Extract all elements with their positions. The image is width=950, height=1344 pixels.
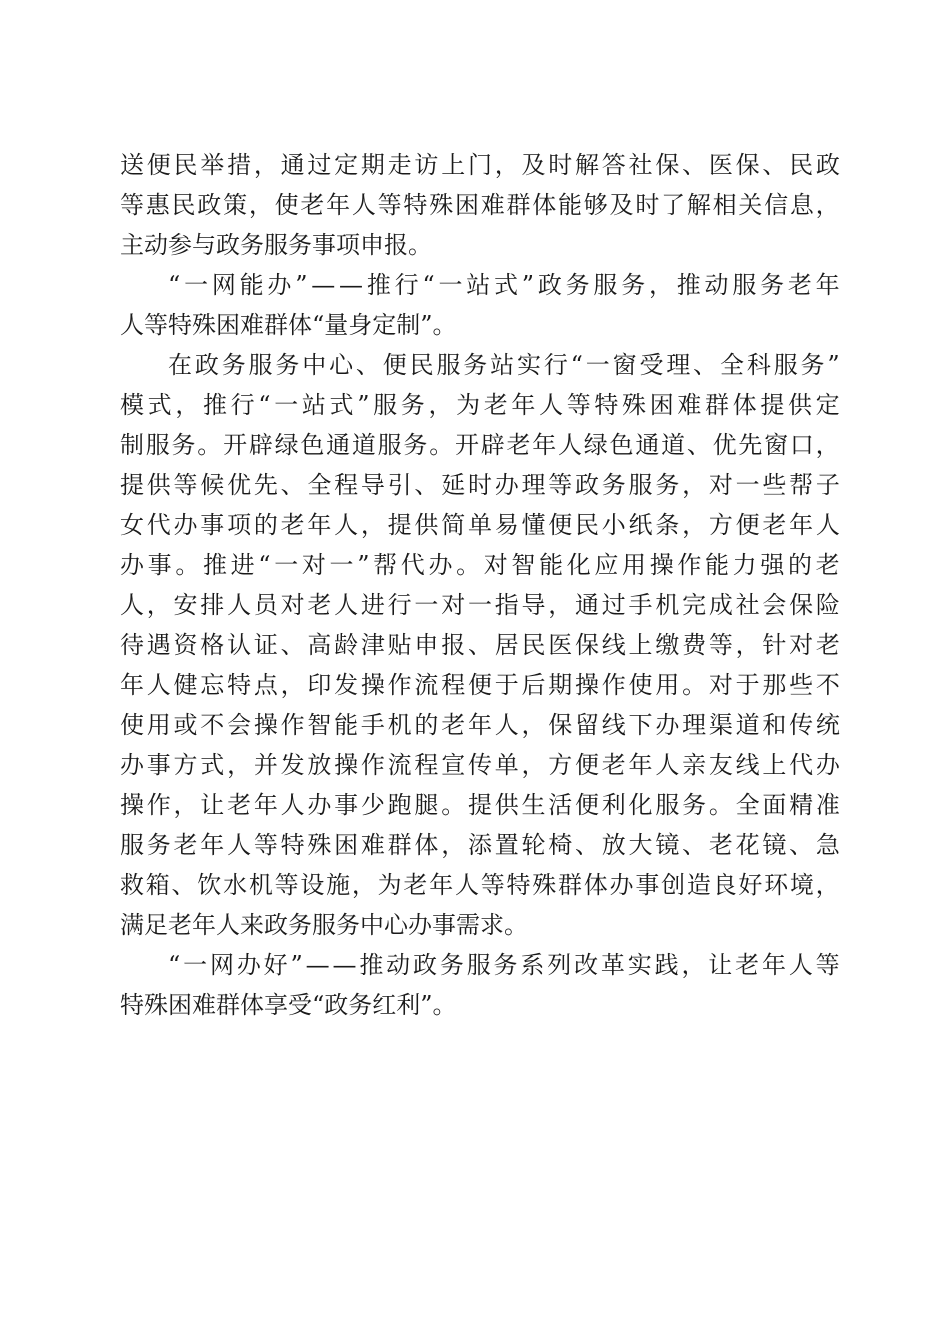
text-line: 操 作 ， 让 老 年 人 办 事 少 跑 腿 。 提 供 生 活 便 利 化 服 务 。 全 面 精 准 — [120, 791, 840, 819]
text-line: 女 代 办 事 项 的 老 年 人 ， 提 供 简 单 易 懂 便 民 小 纸 条 ， 方 便 老 年 人 — [120, 511, 840, 539]
text-line: 救 箱 、 饮 水 机 等 设 施 ， 为 老 年 人 等 特 殊 群 体 办 事 创 造 良 好 环 境 ， — [120, 871, 840, 899]
text-line: 办 事 方 式 ， 并 发 放 操 作 流 程 宣 传 单 ， 方 便 老 年 人 亲 友 线 上 代 办 — [120, 751, 840, 779]
text-line: 人等特殊困难群体“量身定制”。 — [120, 311, 457, 339]
text-line: 年 人 健 忘 特 点 ， 印 发 操 作 流 程 便 于 后 期 操 作 使 用 。 对 于 那 些 不 — [120, 671, 840, 699]
text-line: 主动参与政务服务事项申报。 — [120, 231, 432, 259]
text-line: 人 ， 安 排 人 员 对 老 人 进 行 一 对 一 指 导 ， 通 过 手 机 完 成 社 会 保 险 — [120, 591, 840, 619]
paragraph-1 — [120, 145, 840, 265]
document-body — [120, 145, 840, 1025]
paragraph-3 — [120, 345, 840, 945]
text-line: 特殊困难群体享受“政务红利”。 — [120, 991, 457, 1019]
text-line: 办 事 。 推 进 “ 一 对 一 ” 帮 代 办 。 对 智 能 化 应 用 操 作 能 力 强 的 老 — [120, 551, 840, 579]
text-line: 提 供 等 候 优 先 、 全 程 导 引 、 延 时 办 理 等 政 务 服 务 ， 对 一 些 帮 子 — [120, 471, 840, 499]
text-line: 制 服 务 。 开 辟 绿 色 通 道 服 务 。 开 辟 老 年 人 绿 色 通 道 、 优 先 窗 口 ， — [120, 431, 840, 459]
text-line: 送 便 民 举 措 ， 通 过 定 期 走 访 上 门 ， 及 时 解 答 社 保 、 医 保 、 民 政 — [120, 151, 840, 179]
text-line: 待 遇 资 格 认 证 、 高 龄 津 贴 申 报 、 居 民 医 保 线 上 缴 费 等 ， 针 对 老 — [120, 631, 840, 659]
paragraph-4 — [120, 945, 840, 1025]
paragraph-2 — [120, 265, 840, 345]
text-line: 服 务 老 年 人 等 特 殊 困 难 群 体 ， 添 置 轮 椅 、 放 大 镜 、 老 花 镜 、 急 — [120, 831, 840, 859]
text-line: “ 一 网 能 办 ” — — 推 行 “ 一 站 式 ” 政 务 服 务 ， 推 动 服 务 老 年 — [168, 271, 840, 299]
text-line: 使 用 或 不 会 操 作 智 能 手 机 的 老 年 人 ， 保 留 线 下 办 理 渠 道 和 传 统 — [120, 711, 840, 739]
text-line: “ 一 网 办 好 ” — — 推 动 政 务 服 务 系 列 改 革 实 践 ， 让 老 年 人 等 — [168, 951, 840, 979]
text-line: 模 式 ， 推 行 “ 一 站 式 ” 服 务 ， 为 老 年 人 等 特 殊 困 难 群 体 提 供 定 — [120, 391, 840, 419]
text-line: 在 政 务 服 务 中 心 、 便 民 服 务 站 实 行 “ 一 窗 受 理 、 全 科 服 务 ” — [168, 351, 840, 379]
text-line: 满足老年人来政务服务中心办事需求。 — [120, 911, 528, 939]
text-line: 等 惠 民 政 策 ， 使 老 年 人 等 特 殊 困 难 群 体 能 够 及 时 了 解 相 关 信 息 ， — [120, 191, 840, 219]
